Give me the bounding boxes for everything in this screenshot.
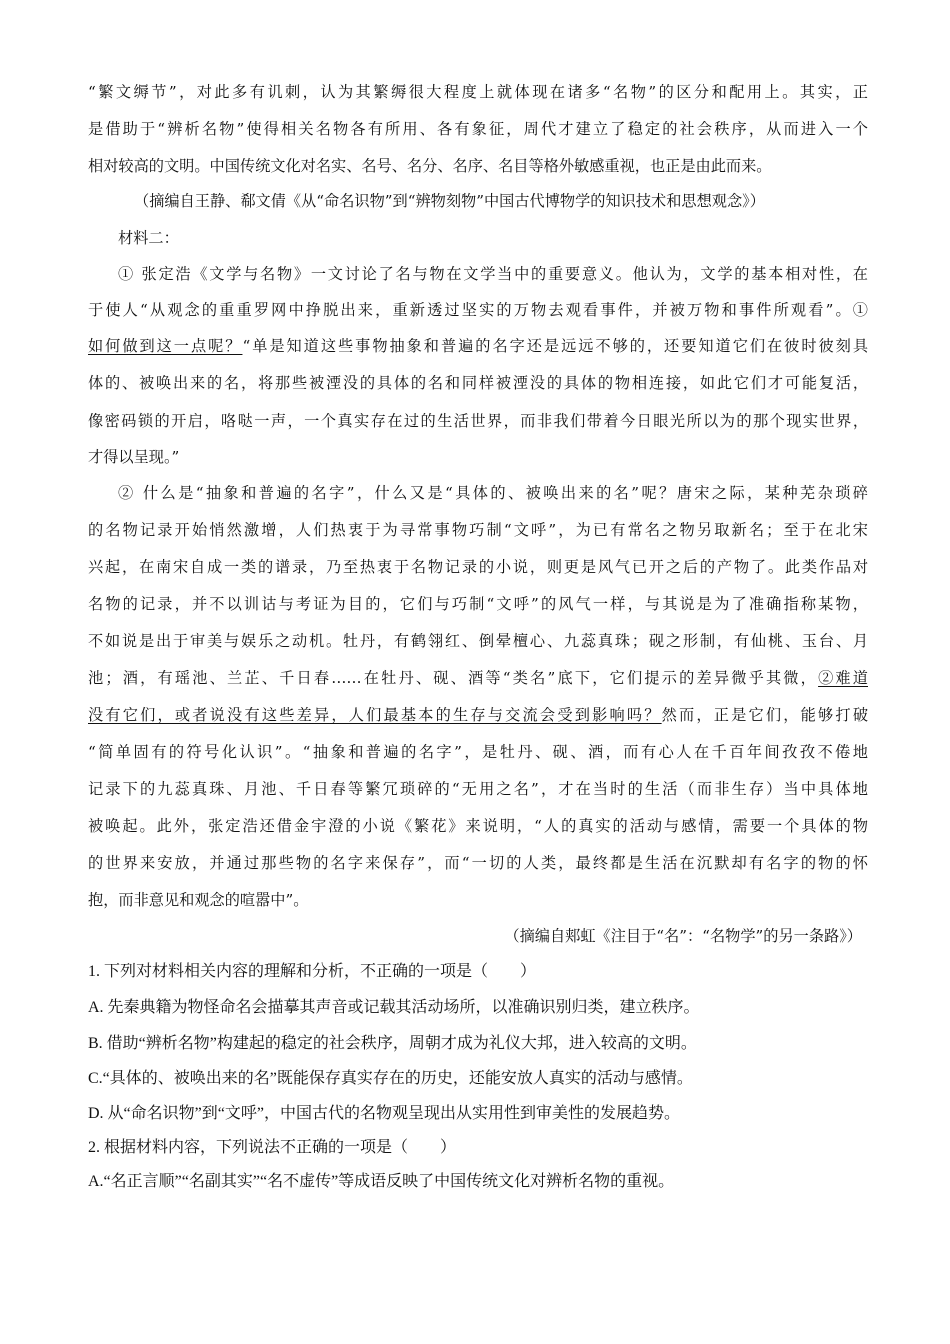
- para2-line-rest: 然而，正是它们，能够打破: [661, 706, 869, 724]
- material1-line: 是借助于“辨析名物”使得相关名物各有所用、各有象征，周代才建立了稳定的社会秩序，从而进入一个: [88, 120, 868, 138]
- question-2-option-a: A.“名正言顺”“名副其实”“名不虚传”等成语反映了中国传统文化对辨析名物的重视。: [88, 1173, 675, 1190]
- para2-line: 的名物记录开始悄然激增，人们热衷于为寻常事物巧制“文呼”，为已有常名之物另取新名；至于在北宋: [88, 521, 868, 539]
- underlined-question-2-start: ②难道: [818, 669, 868, 687]
- para2-line: [88, 668, 868, 688]
- para1-line: 像密码锁的开启，咯哒一声，一个真实存在过的生活世界，而非我们带着今日眼光所以为的那个现实世界，: [88, 412, 868, 430]
- para1-line: ① 张定浩《文学与名物》一文讨论了名与物在文学当中的重要意义。他认为，文学的基本相对性，在: [118, 265, 868, 283]
- para2-line-before: 池；酒，有瑶池、兰芷、千日春……在牡丹、砚、酒等“类名”底下，它们提示的差异微乎其微，: [88, 669, 819, 687]
- para2-line: [88, 705, 868, 725]
- material1-line: 相对较高的文明。中国传统文化对名实、名号、名分、名序、名目等格外敏感重视，也正是由此而来。: [88, 157, 772, 175]
- para2-line: 名物的记录，并不以训诂与考证为目的，它们与巧制“文呼”的风气一样，与其说是为了准确指称某物，: [88, 595, 868, 613]
- material2-heading: 材料二：: [118, 229, 179, 247]
- material2-source: （摘编自郏虹《注目于“名”：“名物学”的另一条路》）: [504, 927, 862, 945]
- question-1-option-d: D. 从“命名识物”到“文呼”，中国古代的名物观呈现出从实用性到审美性的发展趋势。: [88, 1105, 680, 1122]
- para1-line-rest: “单是知道这些事物抽象和普遍的名字还是远远不够的，还要知道它们在彼时彼刻具: [242, 337, 869, 355]
- underlined-question-1: 如何做到这一点呢？: [88, 337, 243, 355]
- para1-line: 于使人“从观念的重重罗网中挣脱出来，重新透过坚实的万物去观看事件，并被万物和事件所观看”。①: [88, 301, 868, 319]
- para2-line: 不如说是出于审美与娱乐之动机。牡丹，有鹤翎红、倒晕檀心、九蕊真珠；砚之形制，有仙桃、玉台、月: [88, 632, 868, 650]
- para2-line: 被唤起。此外，张定浩还借金宇澄的小说《繁花》来说明，“人的真实的活动与感情，需要一个具体的物: [88, 817, 868, 835]
- underlined-question-2: 没有它们，或者说没有这些差异，人们最基本的生存与交流会受到影响吗？: [88, 706, 662, 724]
- para2-line: ② 什么是“抽象和普遍的名字”，什么又是“具体的、被唤出来的名”呢？唐宋之际，某种芜杂琐碎: [118, 484, 868, 502]
- para1-line: 体的、被唤出来的名，将那些被湮没的具体的名和同样被湮没的具体的物相连接，如此它们才可能复活，: [88, 374, 868, 392]
- question-1-option-a: A. 先秦典籍为物怪命名会描摹其声音或记载其活动场所，以准确识别归类，建立秩序。: [88, 999, 700, 1016]
- question-2-stem: 2. 根据材料内容，下列说法不正确的一项是（ ）: [88, 1139, 457, 1156]
- question-1-option-b: B. 借助“辨析名物”构建起的稳定的社会秩序，周朝才成为礼仪大邦，进入较高的文明。: [88, 1035, 697, 1052]
- question-1-option-c: C.“具体的、被唤出来的名”既能保存真实存在的历史，还能安放人真实的活动与感情。: [88, 1070, 693, 1087]
- question-1-stem: 1. 下列对材料相关内容的理解和分析，不正确的一项是（ ）: [88, 963, 537, 980]
- para2-line: 抱，而非意见和观念的喧嚣中”。: [88, 891, 309, 909]
- para1-line: 才得以呈现。”: [88, 448, 180, 466]
- para1-line: [88, 336, 868, 356]
- para2-line: 记录下的九蕊真珠、月池、千日春等繁冗琐碎的“无用之名”，才在当时的生活（而非生存）当中具体地: [88, 780, 868, 798]
- para2-line: 的世界来安放，并通过那些物的名字来保存”，而“一切的人类，最终都是生活在沉默却有名字的物的怀: [88, 854, 868, 872]
- para2-line: 兴起，在南宋自成一类的谱录，乃至热衷于名物记录的小说，则更是风气已开之后的产物了。此类作品对: [88, 558, 868, 576]
- material1-source: （摘编自王静、郗文倩《从“命名识物”到“辨物刻物”中国古代博物学的知识技术和思想观念》）: [134, 192, 765, 210]
- material1-line: “繁文缛节”，对此多有讥刺，认为其繁缛很大程度上就体现在诸多“名物”的区分和配用上。其实，正: [88, 83, 868, 101]
- para2-line: “简单固有的符号化认识”。“抽象和普遍的名字”，是牡丹、砚、酒，而有心人在千百年间孜孜不倦地: [88, 743, 868, 761]
